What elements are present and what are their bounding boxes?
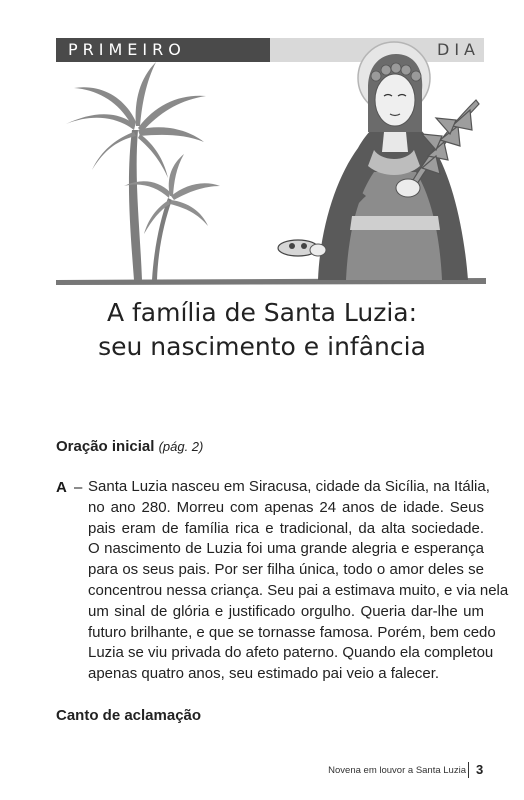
reading-line: no ano 280. Morreu com apenas 24 anos de idade. Seus	[88, 498, 484, 516]
footer-book-title: Novena em louvor a Santa Luzia	[328, 765, 466, 776]
acclamation-heading: Canto de aclamação	[56, 707, 202, 724]
page-number: 3	[476, 762, 484, 777]
reading-line: O nascimento de Luzia foi uma grande alegria e esperança	[88, 540, 484, 558]
reading-line: Santa Luzia nasceu em Siracusa, cidade da Sicília, na Itália,	[88, 478, 490, 495]
palm-tree-icon	[66, 62, 206, 280]
opening-prayer-label: Oração inicial	[56, 438, 155, 455]
reading-line: Luzia se viu privada do afeto paterno. Quando ela completou	[88, 644, 494, 662]
reading-line: futuro brilhante, e que se tornasse famosa. Porém, bem cedo	[88, 623, 496, 641]
santa-luzia-illustration	[56, 38, 486, 288]
reading-paragraph	[88, 477, 509, 685]
reading-line: concentrou nessa criança. Seu pai a estimava muito, e via nela	[88, 581, 509, 599]
page-title	[40, 296, 484, 364]
header-word-right: DIA	[437, 40, 480, 59]
reading-line: apenas quatro anos, seu estimado pai veio a falecer.	[88, 665, 440, 683]
speaker-label: A	[56, 479, 67, 496]
reading-line: pais eram de família rica e tradicional, da alta sociedade.	[88, 519, 484, 537]
speaker-dash: –	[74, 479, 83, 496]
reading-line: um sinal de glória e justificado orgulho. Queria dar-lhe um	[88, 602, 484, 620]
header-word-left: PRIMEIRO	[68, 40, 186, 59]
page-title-line-1: A família de Santa Luzia:	[106, 298, 418, 327]
opening-prayer-heading	[56, 438, 203, 455]
opening-prayer-page-ref: (pág. 2)	[158, 439, 204, 454]
footer-divider	[468, 762, 469, 778]
page-title-line-2: seu nascimento e infância	[98, 332, 426, 361]
reading-line: para os seus pais. Por ser filha única, todo o amor deles se	[88, 561, 484, 579]
